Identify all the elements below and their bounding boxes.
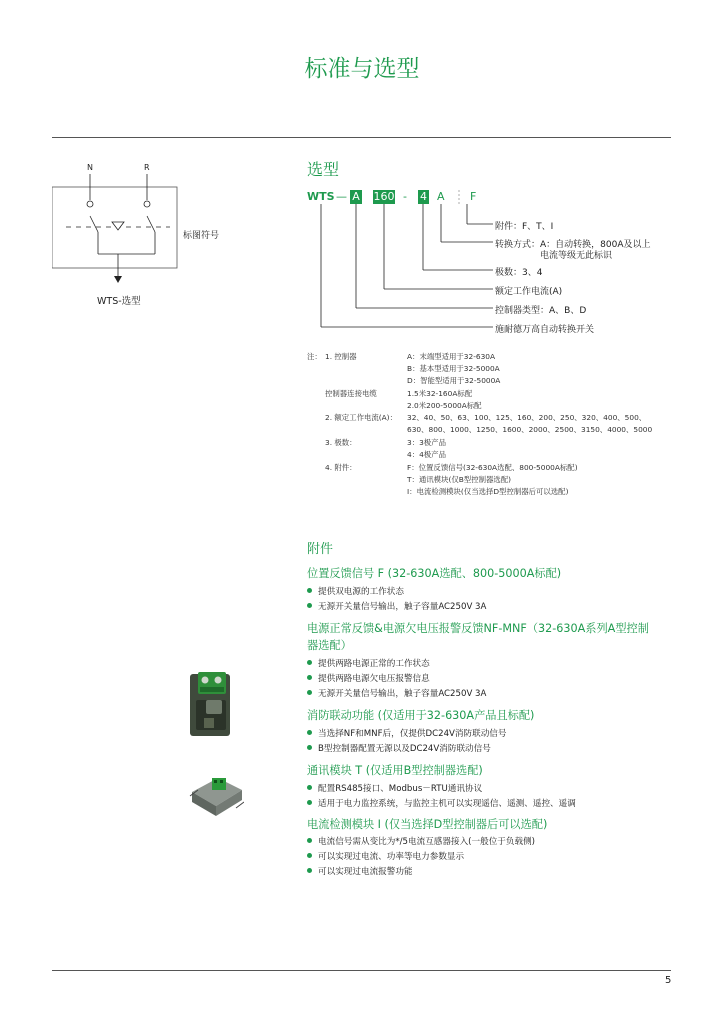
symbol-r-label: R xyxy=(144,163,150,172)
bullet-dot xyxy=(307,690,312,695)
bullet-dot xyxy=(307,868,312,873)
note-key: 3. 极数： xyxy=(325,438,357,447)
model-code-diagram xyxy=(307,190,667,340)
note-value: 4：4极产品 xyxy=(407,450,446,459)
accessory-title: 通讯模块 T (仅适用B型控制器选配) xyxy=(307,764,483,777)
note-value: T：通讯模块(仅B型控制器选配) xyxy=(407,475,512,484)
note-value: 3：3极产品 xyxy=(407,438,446,447)
bullet-item: 可以实现过电流、功率等电力参数显示 xyxy=(307,850,464,862)
bullet-item: B型控制器配置无源以及DC24V消防联动信号 xyxy=(307,742,491,754)
bullet-dot xyxy=(307,588,312,593)
accessory-title-cont: 器选配） xyxy=(307,639,352,652)
bullet-item: 适用于电力监控系统，与监控主机可以实现遥信、遥测、遥控、遥调 xyxy=(307,797,576,809)
note-key: 4. 附件： xyxy=(325,463,357,472)
code-prefix: WTS xyxy=(307,190,335,203)
label-accessory: 附件：F、T、I xyxy=(495,222,554,232)
bullet-item: 无源开关量信号输出，触子容量AC250V 3A xyxy=(307,687,486,699)
code-rating-box: 160 xyxy=(373,190,395,203)
label-controller-type: 控制器类型：A、B、D xyxy=(495,306,587,316)
label-rated-current: 额定工作电流(A) xyxy=(495,287,563,297)
note-key: 控制器连接电缆 xyxy=(325,389,377,398)
bullet-dot xyxy=(307,603,312,608)
nf-mnf-module-image xyxy=(188,670,238,740)
bullet-dot xyxy=(307,660,312,665)
page-title: 标准与选型 xyxy=(304,56,420,82)
bullet-item: 无源开关量信号输出，触子容量AC250V 3A xyxy=(307,600,486,612)
transfer-switch-symbol xyxy=(52,160,302,310)
label-transfer-mode: 转换方式：A：自动转换，800A及以上 xyxy=(495,240,651,250)
accessories-title: 附件 xyxy=(307,542,334,557)
symbol-caption: 标图符号 xyxy=(183,231,220,241)
code-leader-lines xyxy=(307,190,667,340)
bullet-dot xyxy=(307,730,312,735)
bullet-item: 提供双电源的工作状态 xyxy=(307,585,404,597)
bullet-item: 提供两路电源正常的工作状态 xyxy=(307,657,430,669)
code-dash-1: — xyxy=(336,190,347,203)
code-controller-box: A xyxy=(350,190,362,204)
comm-module-image xyxy=(188,770,244,820)
symbol-drawing xyxy=(52,160,302,310)
bullet-item: 电流信号需从变比为*/5电流互感器接入(一般位于负载侧) xyxy=(307,835,535,847)
note-value: 630、800、1000、1250、1600、2000、2500、3150、4000、5000 xyxy=(407,425,653,434)
footer-rule xyxy=(52,970,671,971)
note-value: I：电流检测模块(仅当选择D型控制器后可以选配) xyxy=(407,487,569,496)
bullet-dot xyxy=(307,853,312,858)
accessory-title: 电源正常反馈&电源欠电压报警反馈NF-MNF（32-630A系列A型控制 xyxy=(307,622,649,635)
symbol-n-label: N xyxy=(87,163,93,172)
code-mode: A xyxy=(437,190,445,203)
bullet-item: 可以实现过电流报警功能 xyxy=(307,865,413,877)
bullet-dot xyxy=(307,745,312,750)
bullet-dot xyxy=(307,838,312,843)
label-transfer-mode-note: 电流等级无此标识 xyxy=(540,251,613,261)
header-rule xyxy=(52,137,671,138)
symbol-name: WTS-选型 xyxy=(97,296,141,307)
page-number: 5 xyxy=(665,975,672,986)
note-value: F：位置反馈信号(32-630A选配、800-5000A标配) xyxy=(407,463,578,472)
note-value: 2.0米200-5000A标配 xyxy=(407,401,482,410)
bullet-dot xyxy=(307,675,312,680)
note-key: 1. 控制器 xyxy=(325,352,357,361)
notes-prefix: 注： xyxy=(307,352,322,361)
note-value: D：智能型适用于32-5000A xyxy=(407,376,501,385)
code-poles-box: 4 xyxy=(420,190,427,203)
label-product-name: 施耐德万高自动转换开关 xyxy=(495,325,595,335)
note-value: B：基本型适用于32-5000A xyxy=(407,364,500,373)
bullet-item: 提供两路电源欠电压报警信息 xyxy=(307,672,430,684)
accessory-title: 位置反馈信号 F (32-630A选配、800-5000A标配) xyxy=(307,567,562,580)
bullet-item: 当选择NF和MNF后，仅提供DC24V消防联动信号 xyxy=(307,727,507,739)
note-value: 32、40、50、63、100、125、160、200、250、320、400、500、 xyxy=(407,413,647,422)
note-value: A：末端型适用于32-630A xyxy=(407,352,496,361)
code-dash-2: - xyxy=(403,190,407,203)
selection-title: 选型 xyxy=(307,160,340,179)
accessory-title: 电流检测模块 I (仅当选择D型控制器后可以选配) xyxy=(307,818,548,831)
note-key: 2. 额定工作电流(A)： xyxy=(325,413,397,422)
bullet-dot xyxy=(307,785,312,790)
note-value: 1.5米32-160A标配 xyxy=(407,389,473,398)
bullet-item: 配置RS485接口、Modbus－RTU通讯协议 xyxy=(307,782,482,794)
label-poles: 极数：3、4 xyxy=(495,268,543,278)
code-accessory: F xyxy=(470,190,477,203)
accessory-title: 消防联动功能 (仅适用于32-630A产品且标配) xyxy=(307,709,535,722)
bullet-dot xyxy=(307,800,312,805)
